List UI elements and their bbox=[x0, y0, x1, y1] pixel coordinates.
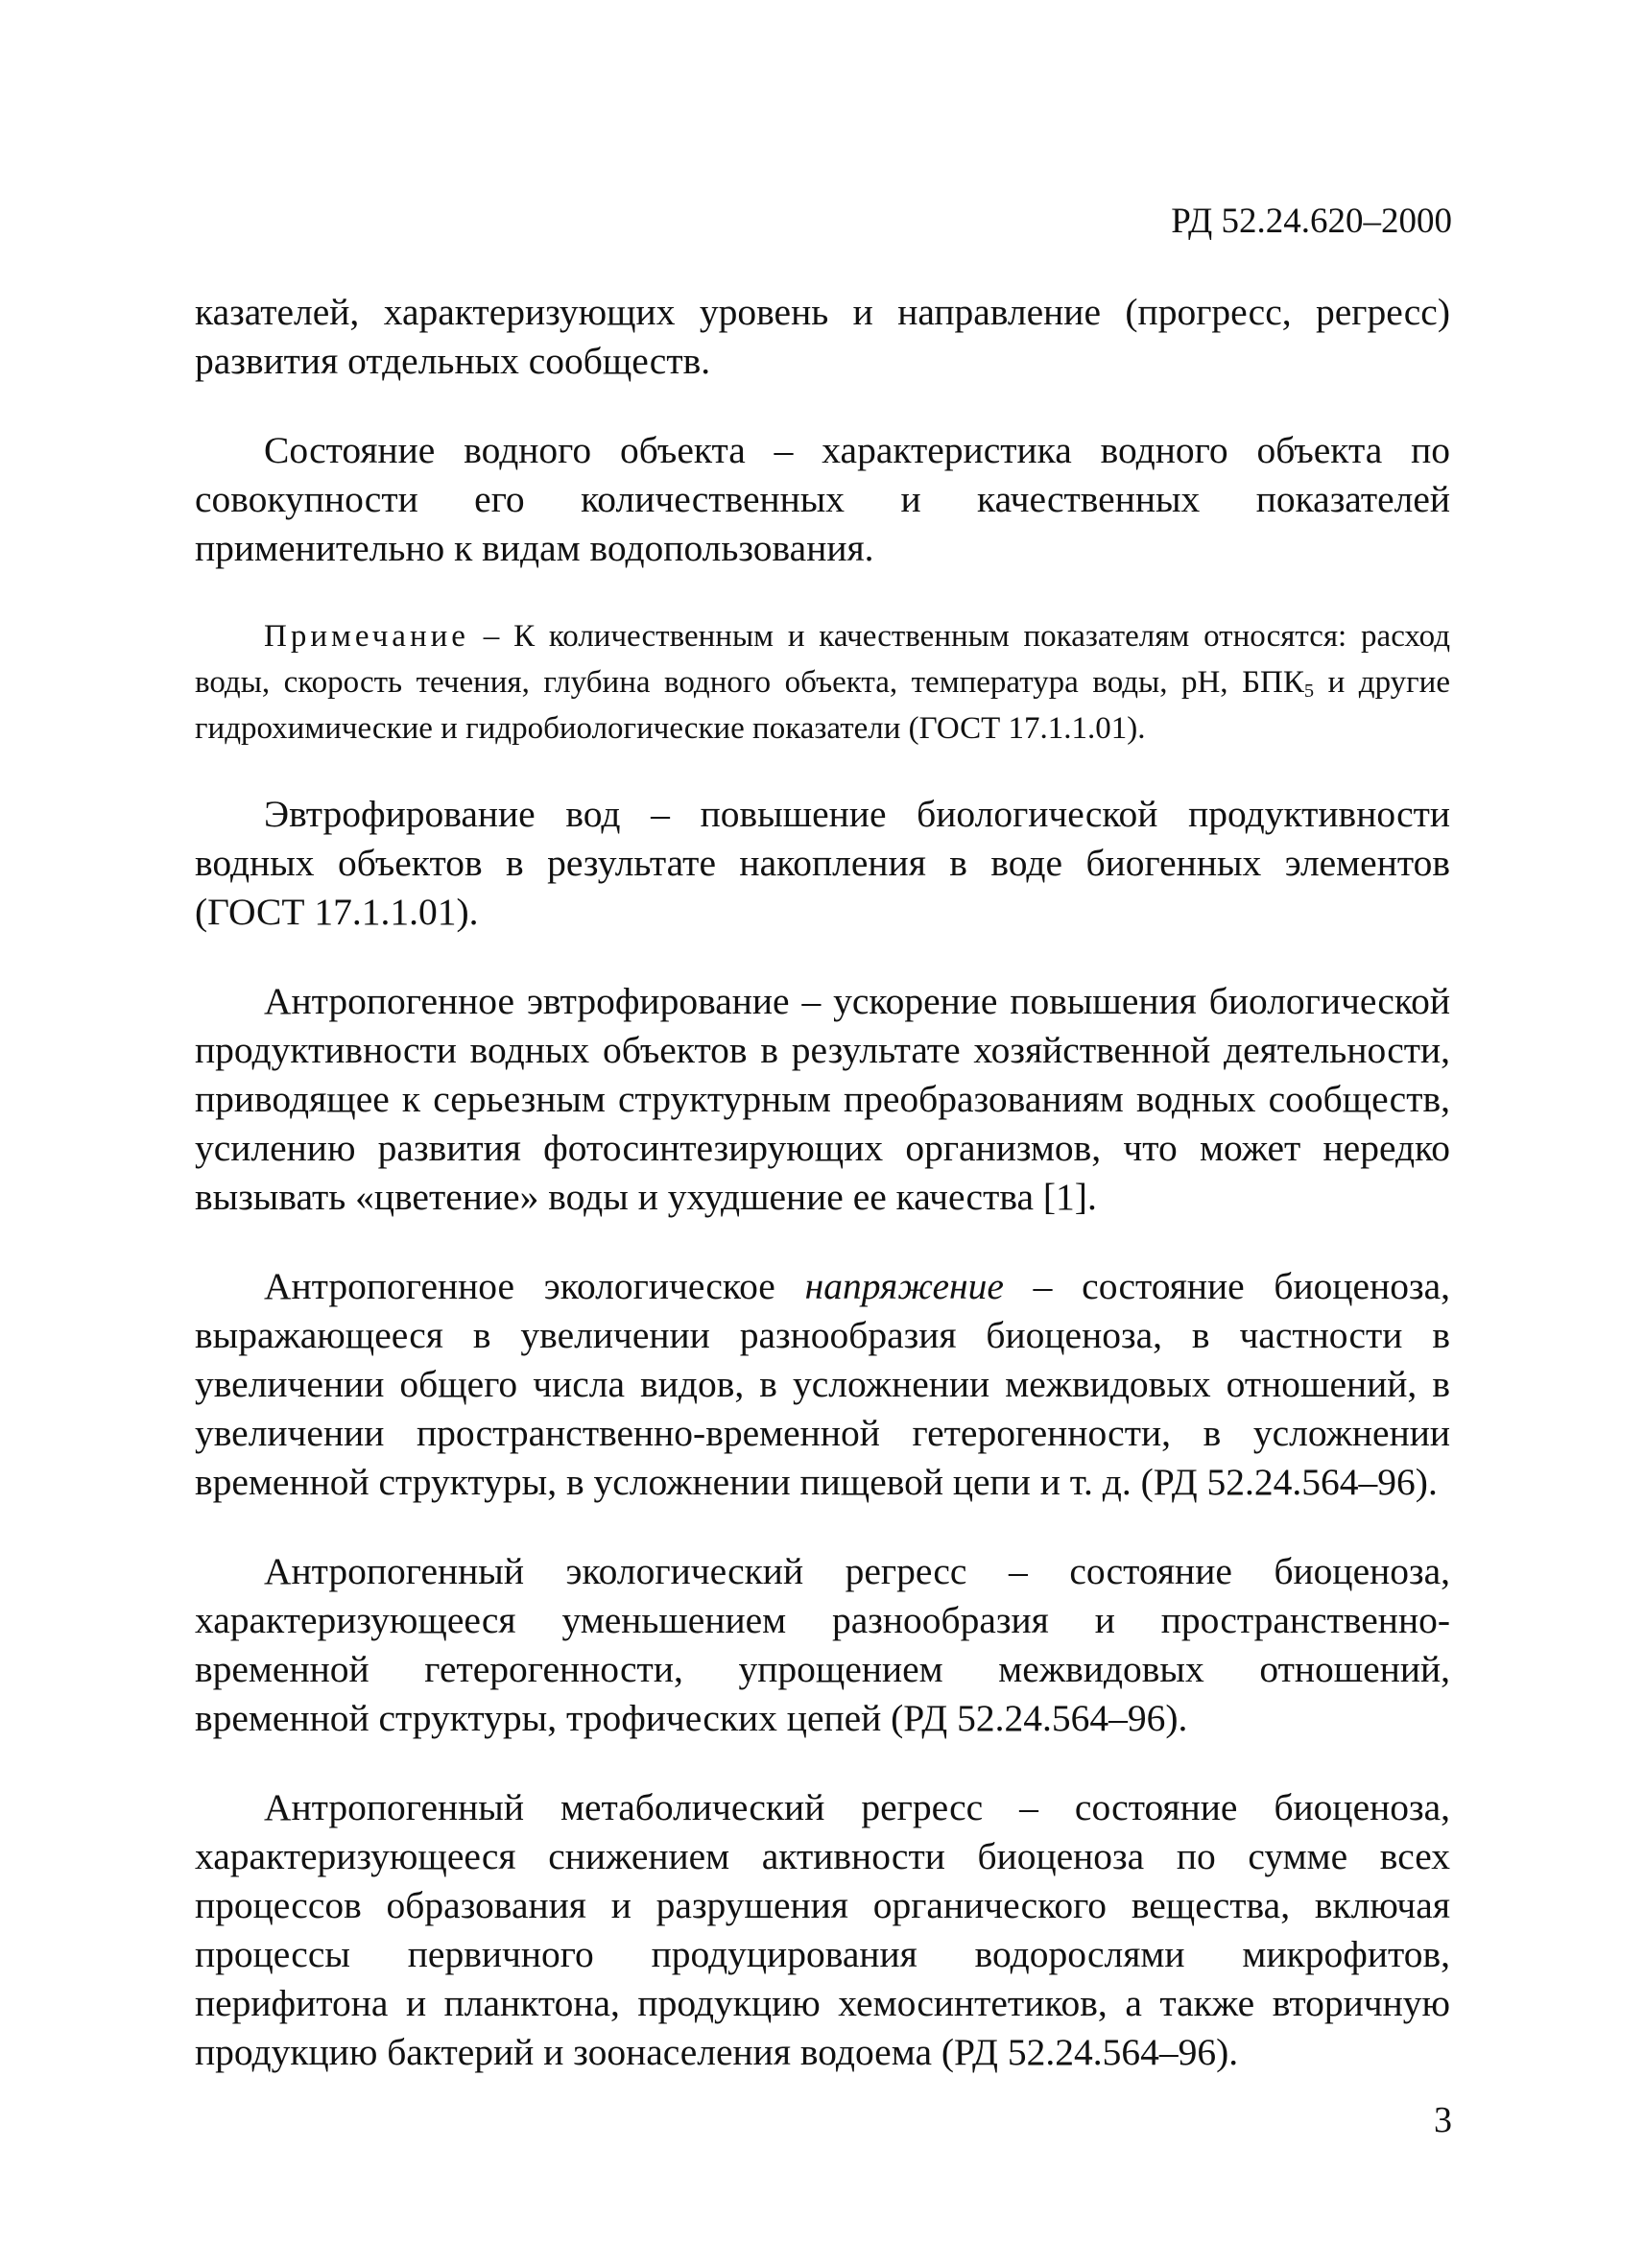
note-paragraph bbox=[195, 613, 1450, 752]
page-number: 3 bbox=[1434, 2100, 1452, 2140]
paragraph-text: казателей, характеризующих уровень и направление (прогресс, регресс) развития отдельных сообществ. bbox=[195, 291, 1450, 382]
definition-text: – состояние биоценоза, характеризующееся снижением активности биоценоза по сумме всех процессов образования и разрушения органического вещества, включая процессы первичного продуцирования водорослями микрофитов, перифитона и планктона, продукцию хемосинтетиков, а также вторичную продукцию бактерий и зоонаселения водоема (РД 52.24.564–96). bbox=[195, 1786, 1450, 2073]
definition-text: – состояние биоценоза, выражающееся в увеличении разнообразия биоценоза, в частности в увеличении общего числа видов, в усложнении межвидовых отношений, в увеличении пространственно-временной гетерогенности, в усложнении временной структуры, в усложнении пищевой цепи и т. д. (РД 52.24.564–96). bbox=[195, 1265, 1450, 1503]
note-subscript: 5 bbox=[1303, 680, 1315, 703]
definition-text: – повышение биологической продуктивности водных объектов в результате накопления в воде биогенных элементов (ГОСТ 17.1.1.01). bbox=[195, 793, 1450, 933]
term: Антропогенное экологическое bbox=[264, 1265, 805, 1307]
term: Антропогенное эвтрофирование bbox=[264, 980, 790, 1022]
term-italic: напряжение bbox=[804, 1265, 1004, 1307]
term: Эвтрофирование вод bbox=[264, 793, 621, 835]
term: Антропогенный экологический регресс bbox=[264, 1550, 967, 1592]
note-text: – К количественным и качественным показателям относятся: расход воды, скорость течения, глубина водного объекта, температура воды, pH, БПК bbox=[195, 619, 1450, 700]
page-body bbox=[195, 288, 1450, 2117]
definition-text: – состояние биоценоза, характеризующееся уменьшением разнообразия и пространственно-временной гетерогенности, упрощением межвидовых отношений, временной структуры, трофических цепей (РД 52.24.564–96). bbox=[195, 1550, 1450, 1739]
definition-water-body-state bbox=[195, 426, 1450, 573]
note-label: Примечание bbox=[264, 619, 469, 654]
term: Антропогенный метаболический регресс bbox=[264, 1786, 984, 1828]
term: Состояние водного объекта bbox=[264, 429, 746, 471]
definition-anthropogenic-ecological-regress bbox=[195, 1547, 1450, 1743]
definition-anthropogenic-eutrophication bbox=[195, 977, 1450, 1222]
note-text-end: и другие гидрохимические и гидробиологические показатели (ГОСТ 17.1.1.01). bbox=[195, 665, 1450, 746]
document-code: РД 52.24.620–2000 bbox=[1171, 202, 1452, 241]
definition-eutrophication bbox=[195, 790, 1450, 937]
definition-anthropogenic-ecological-stress bbox=[195, 1262, 1450, 1507]
definition-text: – ускорение повышения биологической продуктивности водных объектов в результате хозяйственной деятельности, приводящее к серьезным структурным преобразованиям водных сообществ, усилению развития фотосинтезирующих организмов, что может нередко вызывать «цветение» воды и ухудшение ее качества [1]. bbox=[195, 980, 1450, 1218]
definition-text: – характеристика водного объекта по совокупности его количественных и качественных показателей применительно к видам водопользования. bbox=[195, 429, 1450, 569]
continued-paragraph bbox=[195, 288, 1450, 386]
definition-anthropogenic-metabolic-regress bbox=[195, 1783, 1450, 2077]
